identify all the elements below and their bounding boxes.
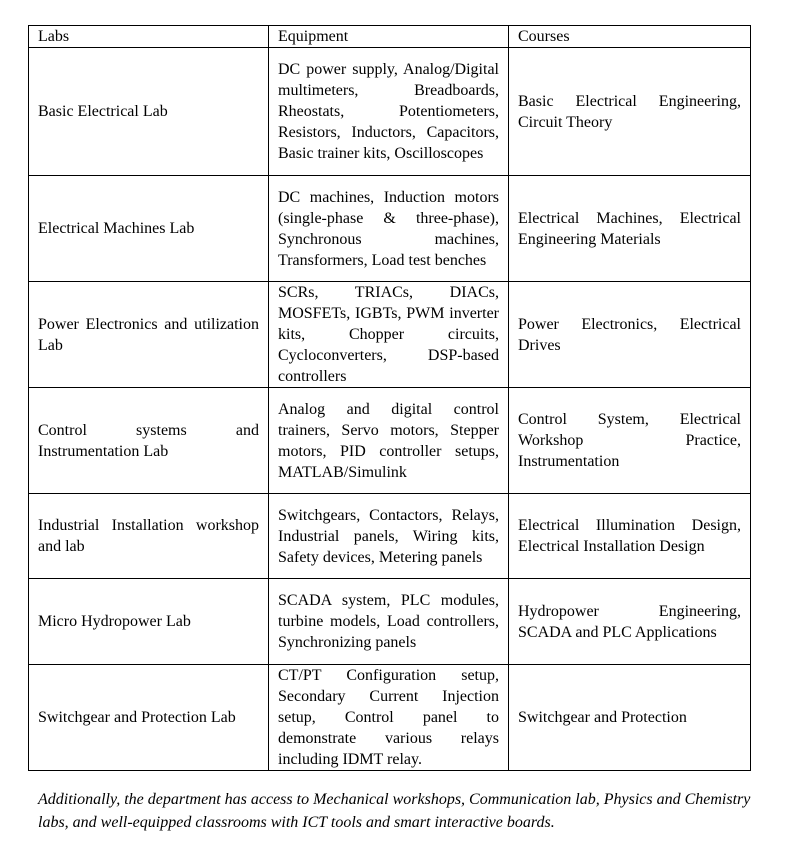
table-row <box>29 282 751 388</box>
lab-name: Switchgear and Protection Lab <box>29 665 269 771</box>
table-header-row <box>29 26 751 48</box>
additional-facilities-note: Additionally, the department has access to Mechanical workshops, Communication lab, Physics and Chemistry labs, and well-equipped classrooms with ICT tools and smart interactive boards. <box>38 791 751 831</box>
lab-courses: Hydropower Engineering, SCADA and PLC Applications <box>509 579 751 665</box>
lab-name: Power Electronics and utilization Lab <box>29 282 269 388</box>
lab-courses: Power Electronics, Electrical Drives <box>509 282 751 388</box>
table-row <box>29 48 751 176</box>
lab-name: Basic Electrical Lab <box>29 48 269 176</box>
lab-equipment: DC power supply, Analog/Digital multimeters, Breadboards, Rheostats, Potentiometers, Resistors, Inductors, Capacitors, Basic trainer kits, Oscilloscopes <box>269 48 509 176</box>
table-row <box>29 579 751 665</box>
lab-courses: Basic Electrical Engineering, Circuit Theory <box>509 48 751 176</box>
lab-name: Micro Hydropower Lab <box>29 579 269 665</box>
header-labs: Labs <box>29 26 269 48</box>
table-row <box>29 388 751 494</box>
header-courses: Courses <box>509 26 751 48</box>
labs-table <box>28 25 751 771</box>
lab-equipment: Switchgears, Contactors, Relays, Industrial panels, Wiring kits, Safety devices, Metering panels <box>269 494 509 579</box>
lab-equipment: DC machines, Induction motors (single-phase & three-phase), Synchronous machines, Transformers, Load test benches <box>269 176 509 282</box>
table-row <box>29 494 751 579</box>
lab-equipment: Analog and digital control trainers, Servo motors, Stepper motors, PID controller setups, MATLAB/Simulink <box>269 388 509 494</box>
lab-name: Industrial Installation workshop and lab <box>29 494 269 579</box>
lab-name: Electrical Machines Lab <box>29 176 269 282</box>
table-row <box>29 176 751 282</box>
lab-courses: Control System, Electrical Workshop Practice, Instrumentation <box>509 388 751 494</box>
lab-equipment: SCADA system, PLC modules, turbine models, Load controllers, Synchronizing panels <box>269 579 509 665</box>
table-row <box>29 665 751 771</box>
lab-courses: Electrical Illumination Design, Electrical Installation Design <box>509 494 751 579</box>
lab-equipment: SCRs, TRIACs, DIACs, MOSFETs, IGBTs, PWM inverter kits, Chopper circuits, Cycloconverters, DSP-based controllers <box>269 282 509 388</box>
header-equipment: Equipment <box>269 26 509 48</box>
lab-equipment: CT/PT Configuration setup, Secondary Current Injection setup, Control panel to demonstrate various relays including IDMT relay. <box>269 665 509 771</box>
lab-name: Control systems and Instrumentation Lab <box>29 388 269 494</box>
lab-courses: Switchgear and Protection <box>509 665 751 771</box>
lab-courses: Electrical Machines, Electrical Engineering Materials <box>509 176 751 282</box>
